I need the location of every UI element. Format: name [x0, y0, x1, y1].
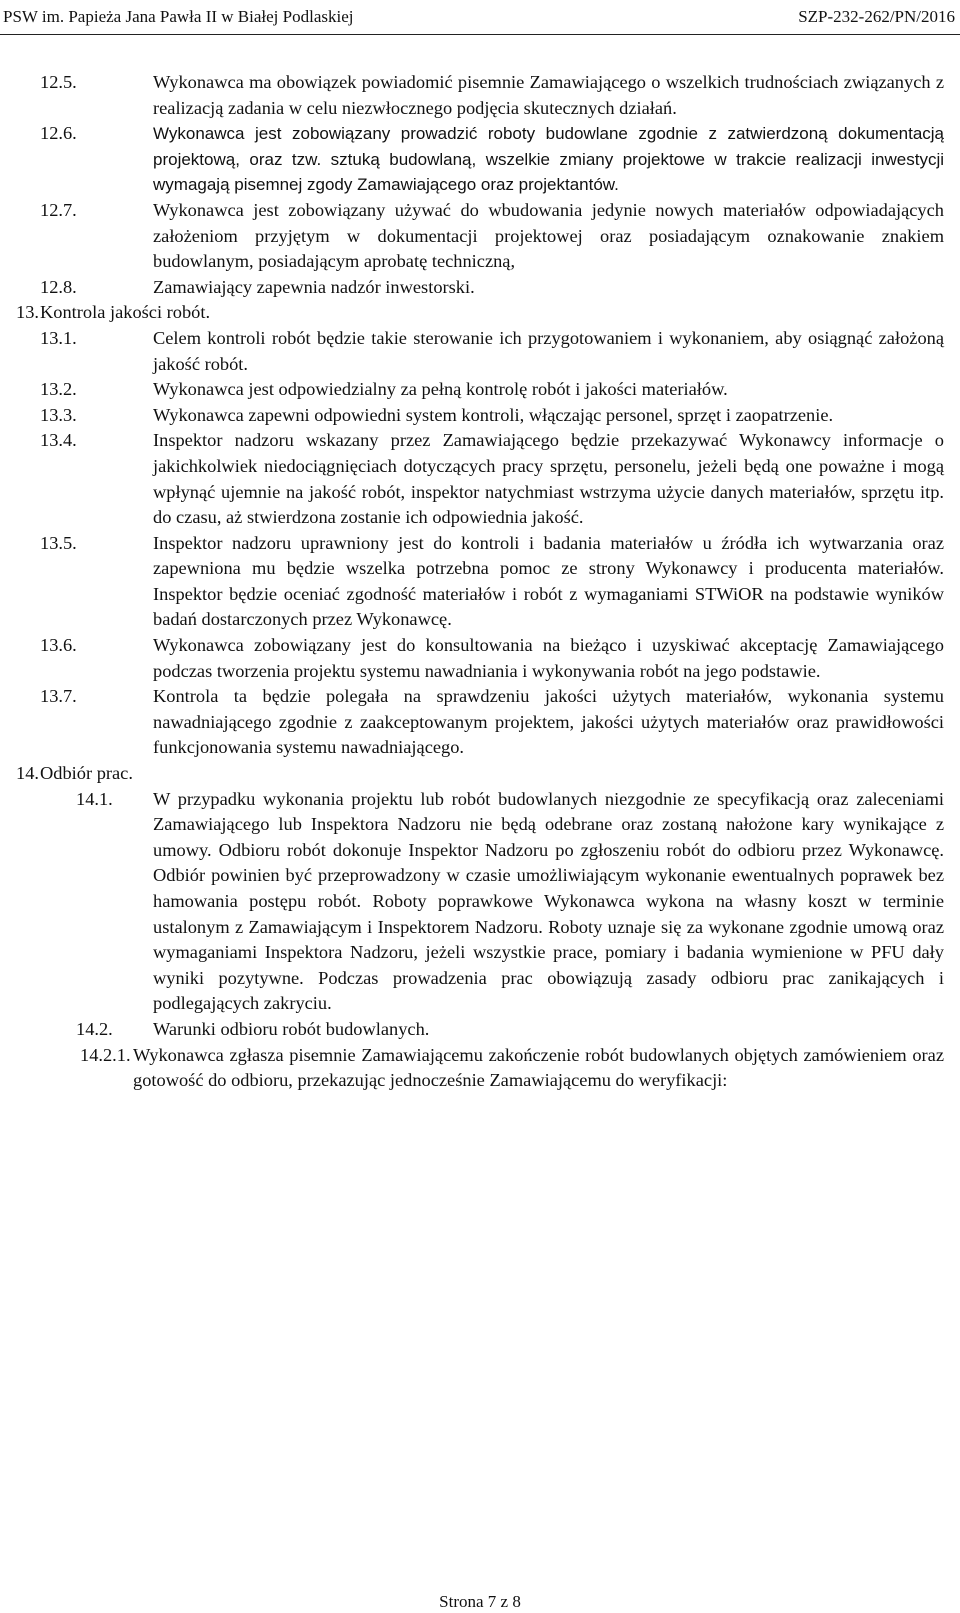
clause-text: Wykonawca zgłasza pisemnie Zamawiającemu zakończenie robót budowlanych objętych zamówieniem oraz gotowość do odbioru, przekazując jednocześnie Zamawiającemu do weryfikacji: — [133, 1044, 944, 1091]
section-heading — [0, 761, 960, 787]
document-body — [0, 70, 960, 1094]
clause-text: Celem kontroli robót będzie takie sterowanie ich przygotowaniem i wykonaniem, aby osiągnąć założoną jakość robót. — [153, 327, 944, 374]
clause-number: 12.6. — [40, 123, 77, 144]
clause-number: 13.2. — [40, 379, 77, 400]
clause-text: Inspektor nadzoru uprawniony jest do kontroli i badania materiałów u źródła ich wytwarzania oraz zapewniona mu będzie wszelka potrzebna pomoc ze strony Wykonawcy i producenta materiałów. Inspektor będzie oceniać zgodność materiałów i robót z wymaganiami STWiOR na podstawie wyników badań dostarczonych przez Wykonawcę. — [153, 532, 944, 630]
clause-text: Wykonawca jest zobowiązany używać do wbudowania jedynie nowych materiałów odpowiadających założeniom przyjętym w dokumentacji projektowej oraz posiadającym oznakowanie znakiem budowlanym, posiadającym aprobatę techniczną, — [153, 199, 944, 272]
clause-number: 12.7. — [40, 199, 77, 220]
clause-text: Zamawiający zapewnia nadzór inwestorski. — [153, 276, 475, 297]
section-heading — [0, 300, 960, 326]
section-title: Odbiór prac. — [40, 763, 133, 784]
clause-number: 13.3. — [40, 404, 77, 425]
clause-number: 12.8. — [40, 276, 77, 297]
clause-text: Wykonawca ma obowiązek powiadomić pisemnie Zamawiającego o wszelkich trudnościach związanych z realizacją zadania w celu niezwłocznego podjęcia skutecznych działań. — [153, 72, 944, 118]
page-number: Strona 7 z 8 — [439, 1592, 521, 1611]
clause-number: 14.2.1. — [80, 1044, 131, 1065]
clause-number: 14.1. — [76, 788, 113, 809]
clause-item — [0, 121, 960, 198]
clause-text: Wykonawca jest odpowiedzialny za pełną kontrolę robót i jakości materiałów. — [153, 379, 728, 400]
clause-number: 14.2. — [76, 1018, 113, 1039]
section-title: Kontrola jakości robót. — [40, 302, 211, 323]
clause-number: 13.1. — [40, 327, 77, 348]
clause-number: 13.5. — [40, 532, 77, 553]
header-reference: SZP-232-262/PN/2016 — [798, 7, 955, 26]
clause-number: 13.7. — [40, 686, 77, 707]
clause-text: Wykonawca jest zobowiązany prowadzić roboty budowlane zgodnie z zatwierdzoną dokumentacją projektową, oraz tzw. sztuką budowlaną, wszelkie zmiany projektowe w trakcie realizacji inwestycji wymagają pisemnej zgody Zamawiającego oraz projektantów. — [153, 124, 944, 195]
clause-item — [0, 1043, 960, 1094]
clause-text: W przypadku wykonania projektu lub robót budowlanych niezgodnie ze specyfikacją oraz zaleceniami Zamawiającego lub Inspektora Nadzoru nie będą odebrane oraz zostaną nałożone kary wynikające z umowy. Odbioru robót dokonuje Inspektor Nadzoru po zgłoszeniu robót do odbioru przez Wykonawcę. Odbiór powinien być przeprowadzony w czasie umożliwiającym wykonanie ewentualnych poprawek bez hamowania postępu robót. Roboty poprawkowe Wykonawca wykona na własny koszt w terminie ustalonym z Zamawiającym i Inspektorem Nadzoru. Roboty uznaje się za wykonane zgodnie umową oraz wymaganiami Inspektora Nadzoru, jeżeli wszystkie prace, pomiary i badania wymienione w PFU dały wyniki pozytywne. Podczas prowadzenia prac obowiązują zasady odbioru prac zanikających i podlegających zakryciu. — [153, 788, 944, 1014]
clause-text: Warunki odbioru robót budowlanych. — [153, 1018, 430, 1039]
clause-item — [0, 403, 960, 429]
clause-item — [0, 275, 960, 301]
clause-item — [0, 684, 960, 761]
clause-item — [0, 531, 960, 633]
clause-text: Inspektor nadzoru wskazany przez Zamawiającego będzie przekazywać Wykonawcy informacje o jakichkolwiek niedociągnięciach dotyczących pracy sprzętu, personelu, jeżeli będą one poważne i mogą wpłynąć ujemnie na jakość robót, inspektor natychmiast wstrzyma użycie danych materiałów, sprzętu itp. do czasu, aż stwierdzona zostanie ich odpowiednia jakość. — [153, 430, 944, 528]
clause-item — [0, 428, 960, 530]
clause-item — [0, 787, 960, 1017]
clause-item — [0, 198, 960, 275]
page-header — [0, 0, 960, 35]
clause-number: 13.6. — [40, 635, 77, 656]
clause-number: 13. — [16, 302, 39, 323]
header-institution: PSW im. Papieża Jana Pawła II w Białej Podlaskiej — [3, 7, 354, 26]
clause-number: 14. — [16, 763, 39, 784]
clause-item — [0, 377, 960, 403]
clause-text: Kontrola ta będzie polegała na sprawdzeniu jakości użytych materiałów, wykonania systemu nawadniającego zgodnie z zaakceptowanym projektem, jakości użytych materiałów oraz prawidłowości funkcjonowania systemu nawadniającego. — [153, 686, 944, 758]
clause-text: Wykonawca zapewni odpowiedni system kontroli, włączając personel, sprzęt i zaopatrzenie. — [153, 404, 834, 425]
clause-item — [0, 633, 960, 684]
clause-number: 12.5. — [40, 72, 77, 92]
clause-text: Wykonawca zobowiązany jest do konsultowania na bieżąco i uzyskiwać akceptację Zamawiającego podczas tworzenia projektu systemu nawadniania i wykonywania robót na jego podstawie. — [153, 635, 944, 681]
clause-item — [0, 1017, 960, 1043]
clause-number: 13.4. — [40, 430, 77, 451]
clause-item — [0, 70, 960, 121]
clause-item — [0, 326, 960, 377]
